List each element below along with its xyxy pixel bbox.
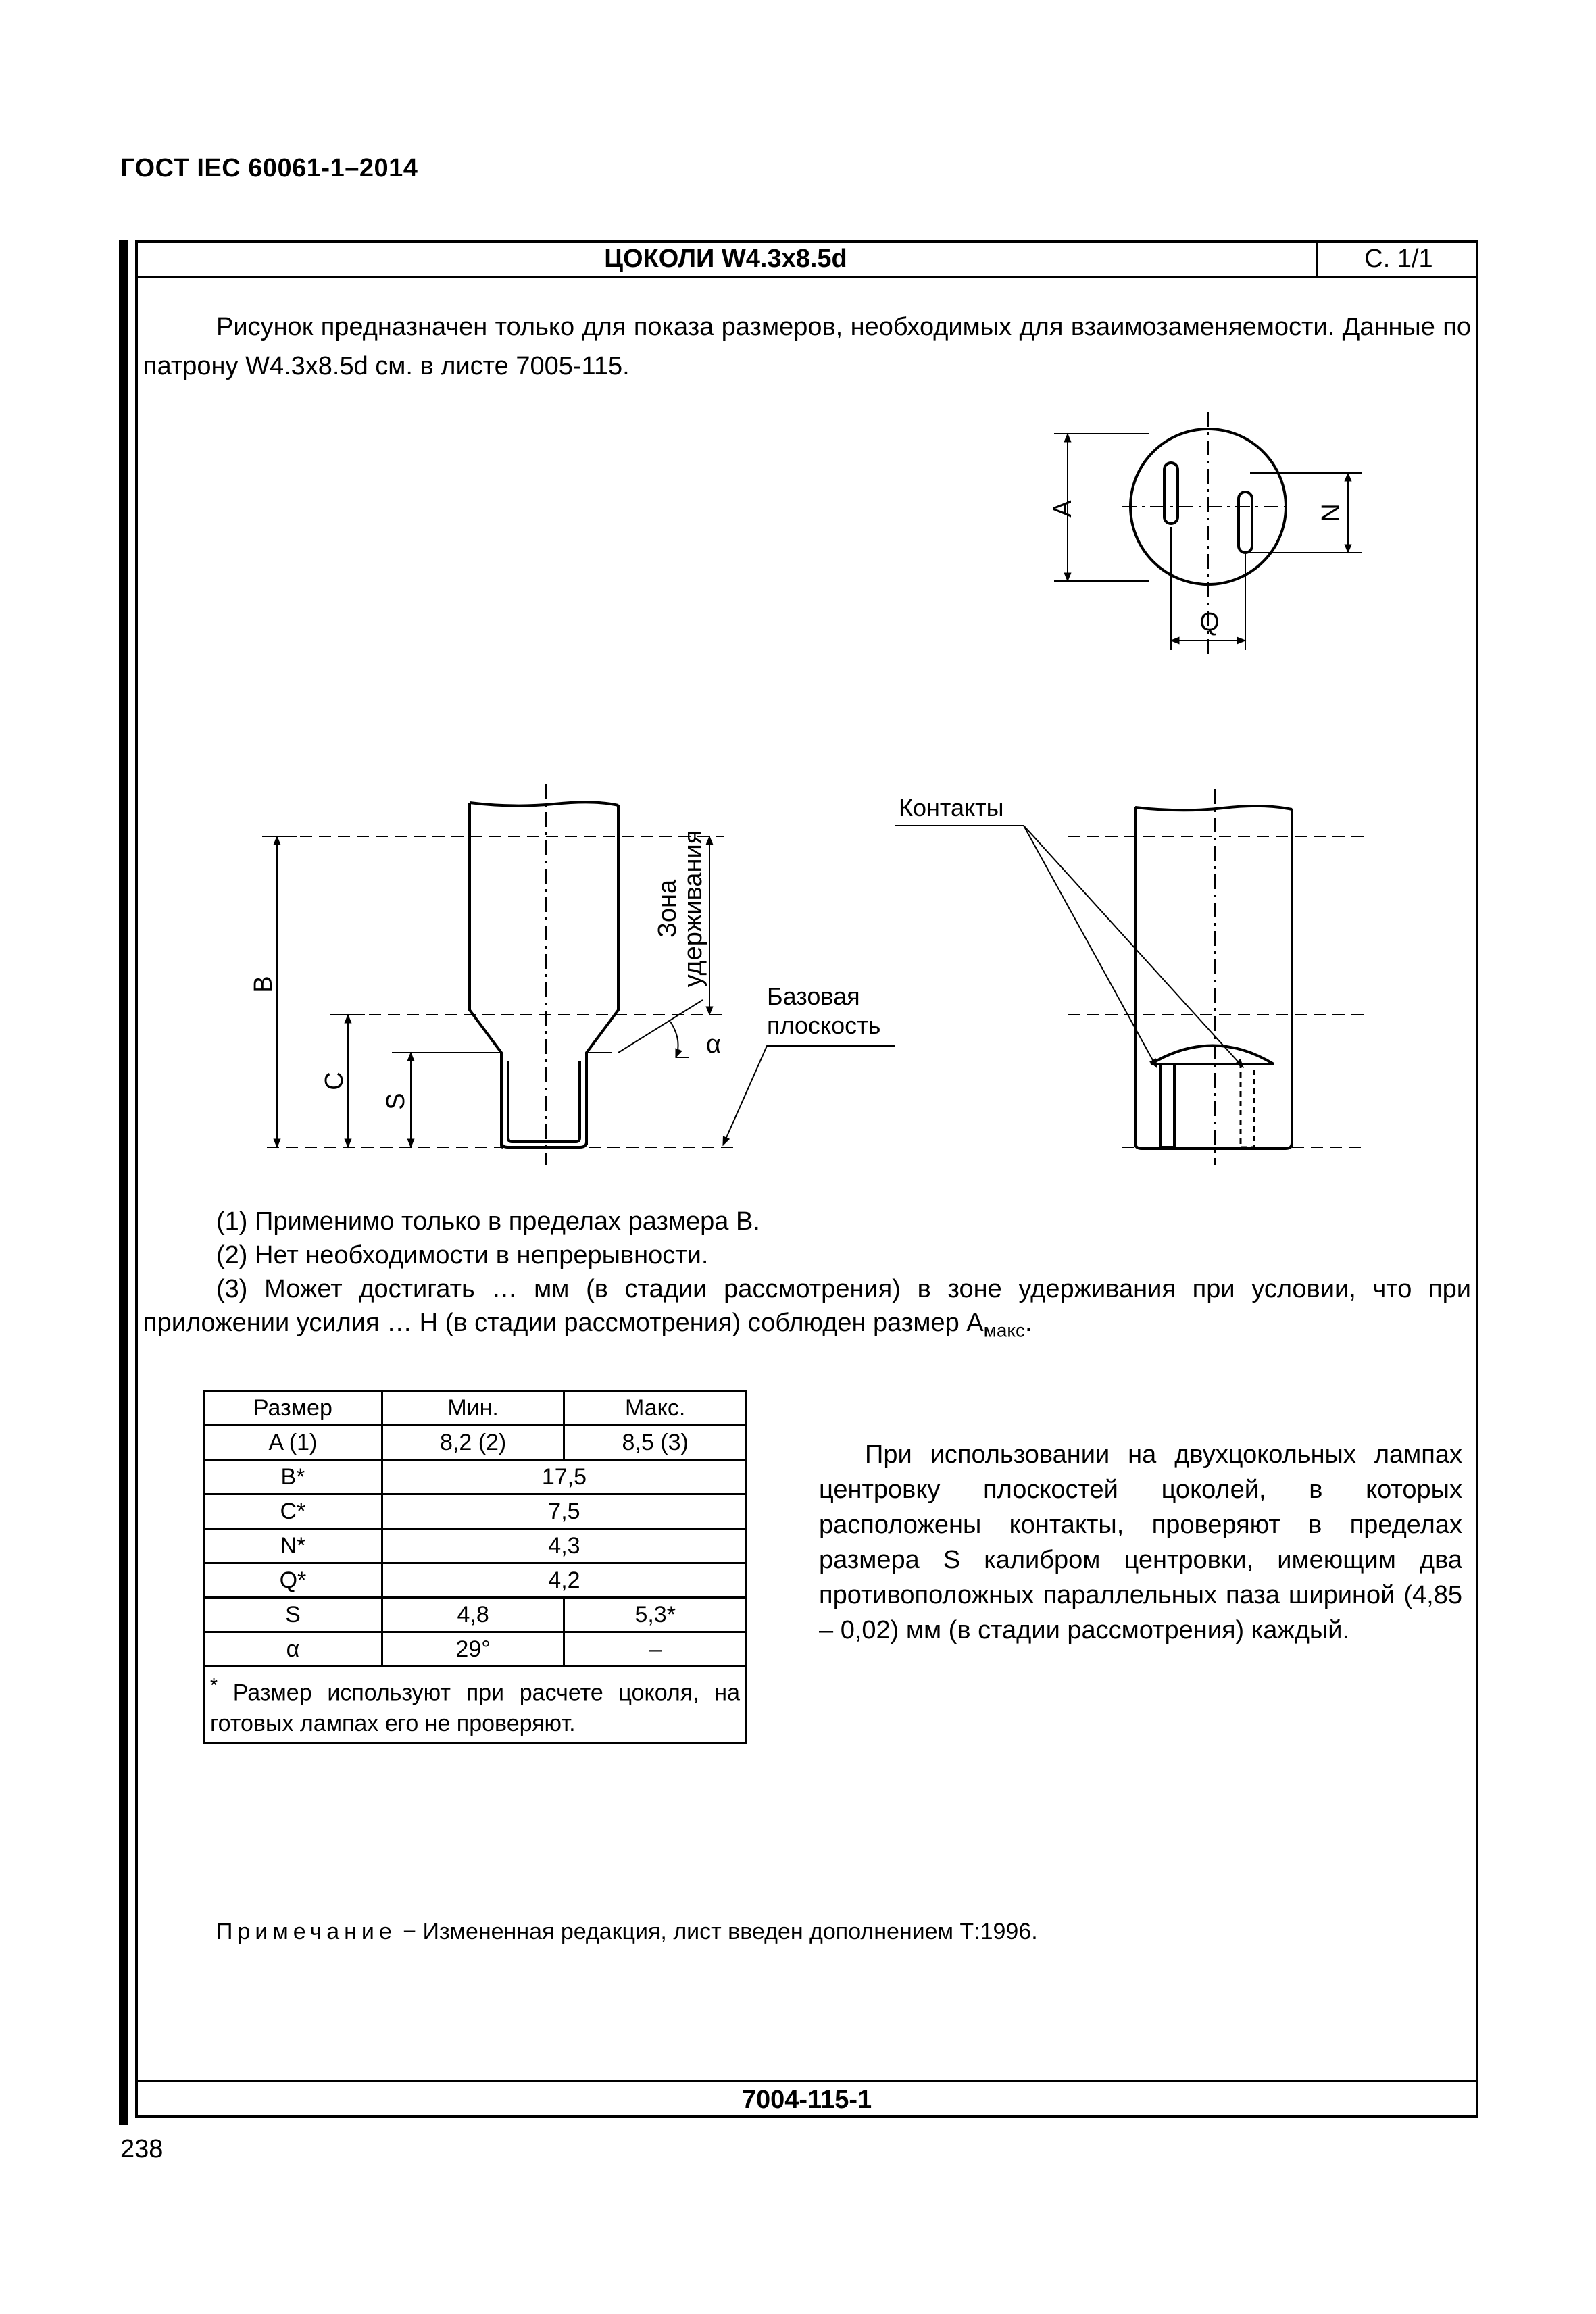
alpha-arc bbox=[670, 1022, 678, 1057]
table-cell: Q* bbox=[204, 1563, 382, 1598]
notes bbox=[143, 1205, 1471, 1348]
table-cell: S bbox=[204, 1598, 382, 1632]
break-line-right bbox=[1135, 806, 1292, 810]
label-q: Q bbox=[1199, 608, 1220, 636]
note-3 bbox=[143, 1272, 1471, 1348]
table-row bbox=[204, 1494, 747, 1529]
alpha-leader bbox=[618, 1000, 703, 1053]
table-cell: A (1) bbox=[204, 1426, 382, 1460]
contact-right-hidden bbox=[1241, 1064, 1254, 1147]
table-cell: 5,3* bbox=[564, 1598, 747, 1632]
sheet-code: 7004-115-1 bbox=[741, 2086, 872, 2114]
table-cell: 17,5 bbox=[382, 1460, 746, 1494]
table-cell: C* bbox=[204, 1494, 382, 1529]
footnote-mark: * bbox=[210, 1675, 218, 1696]
pin-inner bbox=[508, 1061, 580, 1142]
break-line-left bbox=[470, 802, 618, 805]
table-row bbox=[204, 1529, 747, 1563]
table-cell: 4,2 bbox=[382, 1563, 746, 1598]
table-cell: 8,2 (2) bbox=[382, 1426, 564, 1460]
label-zone-line1: Зона bbox=[653, 879, 682, 938]
base-plane-leader bbox=[723, 1046, 895, 1145]
label-base-line1: Базовая bbox=[767, 982, 860, 1010]
column-header: Мин. bbox=[382, 1391, 564, 1426]
table-cell: B* bbox=[204, 1460, 382, 1494]
intro-paragraph: Рисунок предназначен только для показа размеров, необходимых для взаимозаменяемости. Данные по патрону W4.3x8.5d см. в листе 7005-115. bbox=[143, 313, 1471, 380]
centering-paragraph: При использовании на двухцокольных лампах центровку плоскостей цоколей, в которых расположены контакты, проверяют в пределах размера S калибром центровки, имеющим два противоположных параллельных паза шириной (4,85 – 0,02) мм (в стадии рассмотрения) каждый. bbox=[819, 1440, 1462, 1644]
remark-text: − Измененная редакция, лист введен дополнением Т:1996. bbox=[396, 1919, 1038, 1944]
table-cell: 7,5 bbox=[382, 1494, 746, 1529]
table-cell: N* bbox=[204, 1529, 382, 1563]
sheet-title: ЦОКОЛИ W4.3x8.5d bbox=[604, 245, 847, 273]
label-a: A bbox=[1049, 500, 1078, 518]
dimension-table bbox=[203, 1390, 747, 1744]
contacts-leader-1 bbox=[1024, 826, 1157, 1067]
label-b: B bbox=[249, 976, 278, 993]
page-number: 238 bbox=[120, 2135, 164, 2163]
label-alpha: α bbox=[706, 1030, 721, 1059]
footnote-text: Размер используют при расчете цоколя, на готовых лампах его не проверяют. bbox=[210, 1680, 740, 1737]
remark-label: Примечание bbox=[216, 1919, 397, 1944]
contacts-leader-2 bbox=[1024, 826, 1243, 1067]
column-header: Макс. bbox=[564, 1391, 747, 1426]
label-n: N bbox=[1317, 503, 1346, 522]
table-row bbox=[204, 1460, 747, 1494]
table-row bbox=[204, 1563, 747, 1598]
note-3-end: . bbox=[1025, 1309, 1032, 1337]
note-1: (1) Применимо только в пределах размера B. bbox=[216, 1207, 760, 1236]
table-cell: 29° bbox=[382, 1632, 564, 1667]
label-c: C bbox=[320, 1072, 349, 1090]
table-cell: – bbox=[564, 1632, 747, 1667]
table-cell: 4,8 bbox=[382, 1598, 564, 1632]
label-zone-line2: удерживания bbox=[679, 830, 708, 988]
table-row bbox=[204, 1598, 747, 1632]
note-3-text: (3) Может достигать … мм (в стадии рассмотрения) в зоне удерживания при условии, что при приложении усилия … Н (в стадии рассмотрения) соблюден размер A bbox=[143, 1275, 1471, 1337]
document-header: ГОСТ IEC 60061-1–2014 bbox=[120, 154, 418, 182]
column-header: Размер bbox=[204, 1391, 382, 1426]
table-header-row bbox=[204, 1391, 747, 1426]
remark bbox=[216, 1919, 1038, 1945]
table-footnote bbox=[204, 1667, 747, 1743]
base-outer-right bbox=[587, 805, 618, 1145]
label-s: S bbox=[382, 1092, 411, 1110]
table-cell: α bbox=[204, 1632, 382, 1667]
note-2: (2) Нет необходимости в непрерывности. bbox=[216, 1241, 709, 1269]
contact-slot-left bbox=[1164, 463, 1178, 524]
side-view-left bbox=[262, 784, 895, 1165]
side-view-right bbox=[895, 789, 1368, 1165]
label-base-line2: плоскость bbox=[767, 1011, 881, 1039]
label-contacts: Контакты bbox=[899, 794, 1004, 822]
table-cell: 8,5 (3) bbox=[564, 1426, 747, 1460]
right-base-outline bbox=[1135, 807, 1292, 1149]
table-footnote-row bbox=[204, 1667, 747, 1743]
table-cell: 4,3 bbox=[382, 1529, 746, 1563]
base-outer-left bbox=[470, 803, 503, 1147]
contact-left bbox=[1161, 1064, 1174, 1147]
sheet-page-number: С. 1/1 bbox=[1364, 245, 1433, 273]
table-row bbox=[204, 1632, 747, 1667]
contact-slot-right bbox=[1239, 492, 1252, 553]
pin-outer bbox=[501, 1053, 587, 1147]
table-row bbox=[204, 1426, 747, 1460]
contact-dome bbox=[1151, 1046, 1274, 1065]
note-3-subscript: макс bbox=[983, 1319, 1025, 1341]
